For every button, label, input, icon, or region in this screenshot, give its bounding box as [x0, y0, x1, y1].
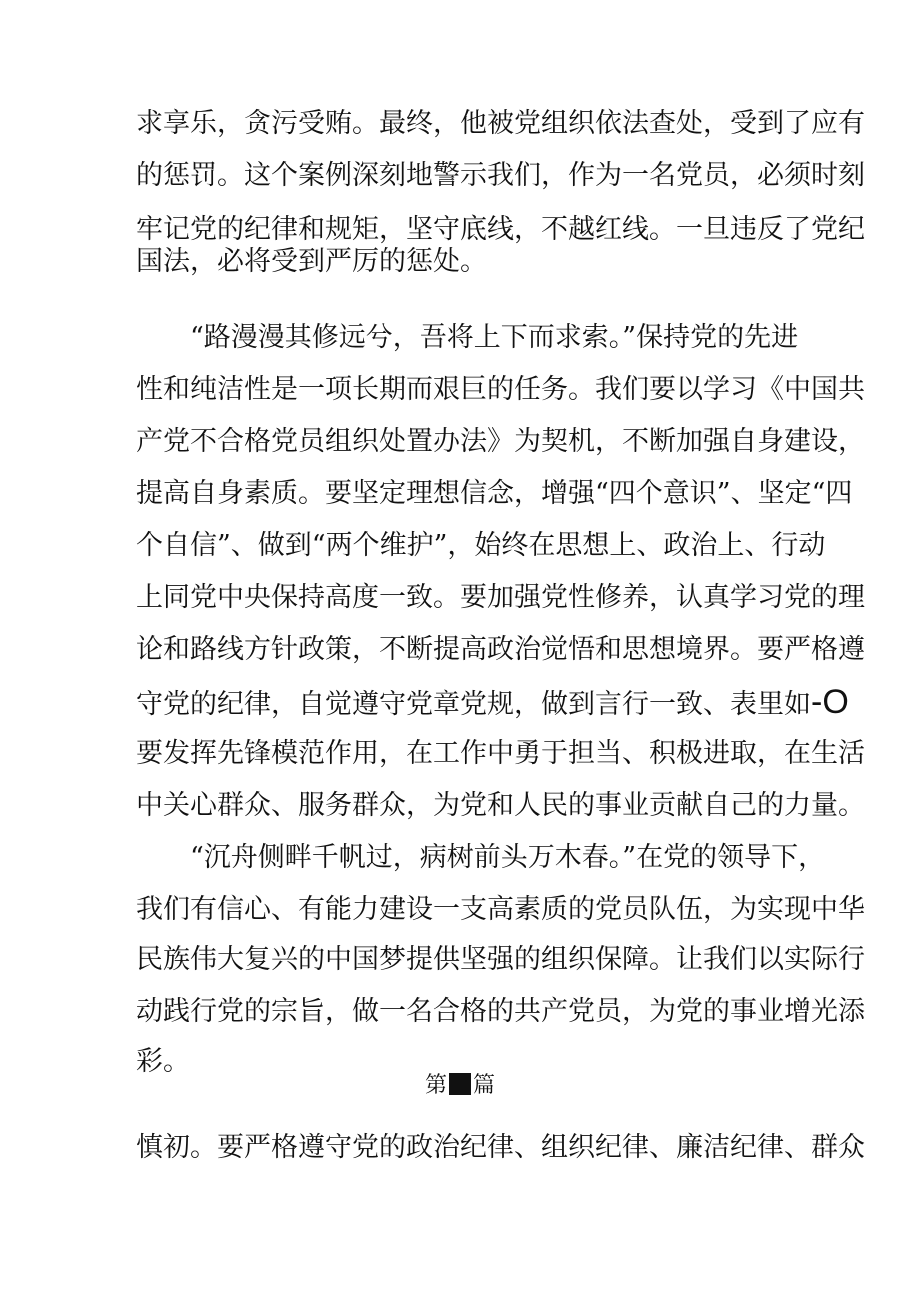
- heading-prefix: 第: [424, 1073, 447, 1098]
- text-line: 慎初。要严格遵守党的政治纪律、组织纪律、廉洁纪律、群众: [136, 1132, 865, 1163]
- text-line: 论和路线方针政策，不断提高政治觉悟和思想境界。要严格遵: [136, 634, 865, 665]
- text-line-tail: -O: [811, 683, 849, 721]
- redaction-block: [449, 1073, 471, 1095]
- text-line: 提高自身素质。要坚定理想信念，增强“四个意识”、坚定“四: [136, 478, 853, 509]
- section-heading: [0, 1068, 920, 1104]
- text-line: 性和纯洁性是一项长期而艰巨的任务。我们要以学习《中国共: [136, 374, 865, 405]
- text-line-main: 守党的纪律，自觉遵守党章党规，做到言行一致、表里如: [136, 689, 811, 720]
- text-line: 国法，必将受到严厉的惩处。: [136, 246, 487, 277]
- text-line: 我们有信心、有能力建设一支高素质的党员队伍，为实现中华: [136, 894, 865, 925]
- text-line: [136, 682, 849, 725]
- text-line: 中关心群众、服务群众，为党和人民的事业贡献自己的力量。: [136, 790, 865, 821]
- text-line: 要发挥先锋模范作用，在工作中勇于担当、积极进取，在生活: [136, 738, 865, 769]
- text-line: 求享乐，贪污受贿。最终，他被党组织依法查处，受到了应有: [136, 108, 865, 139]
- heading-suffix: 篇: [473, 1073, 496, 1098]
- text-line: 的惩罚。这个案例深刻地警示我们，作为一名党员，必须时刻: [136, 160, 865, 191]
- text-line: “路漫漫其修远兮，吾将上下而求索。”保持党的先进: [190, 322, 799, 353]
- text-line: 动践行党的宗旨，做一名合格的共产党员，为党的事业增光添: [136, 996, 865, 1027]
- text-line: 上同党中央保持高度一致。要加强党性修养，认真学习党的理: [136, 582, 865, 613]
- text-line: 产党不合格党员组织处置办法》为契机，不断加强自身建设，: [136, 426, 865, 457]
- text-line: 牢记党的纪律和规矩，坚守底线，不越红线。一旦违反了党纪: [136, 214, 865, 245]
- text-line: 个自信”、做到“两个维护”，始终在思想上、政治上、行动: [136, 530, 826, 561]
- text-line: “沉舟侧畔千帆过，病树前头万木春。”在党的领导下，: [190, 842, 826, 873]
- text-line: 民族伟大复兴的中国梦提供坚强的组织保障。让我们以实际行: [136, 944, 865, 975]
- text-line: 彩。: [136, 1046, 190, 1077]
